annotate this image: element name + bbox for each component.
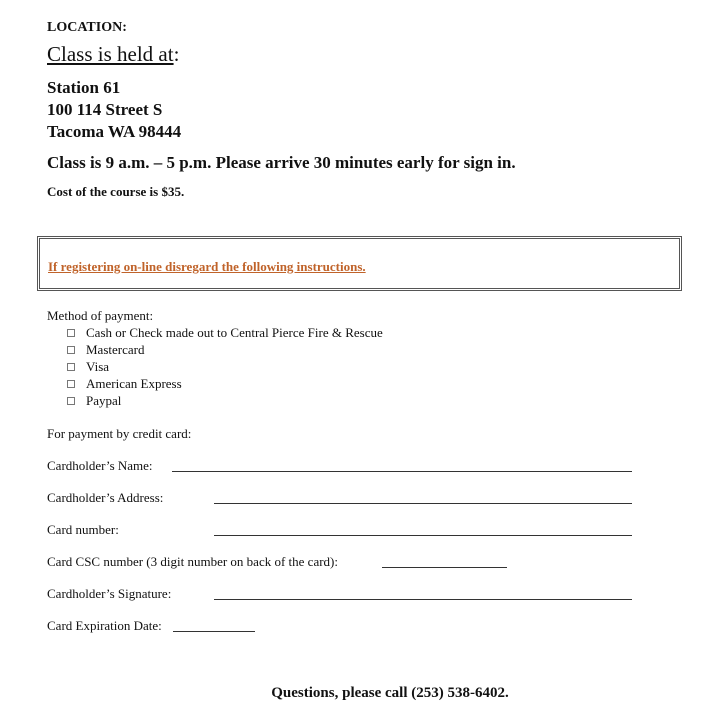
cardholder-address-field[interactable]	[214, 503, 632, 504]
payment-option-label: American Express	[86, 376, 182, 391]
location-label: LOCATION:	[47, 20, 127, 35]
payment-option-visa[interactable]	[67, 359, 109, 375]
address-line-city: Tacoma WA 98444	[47, 122, 182, 141]
card-expiration-label: Card Expiration Date:	[47, 618, 162, 633]
payment-option-label: Mastercard	[86, 342, 145, 357]
class-time-text: Class is 9 a.m. – 5 p.m. Please arrive 30 minutes early for sign in.	[47, 153, 516, 172]
cardholder-signature-label: Cardholder’s Signature:	[47, 586, 172, 601]
class-held-at-text: Class is held at	[47, 42, 174, 66]
class-held-at-colon: :	[173, 42, 180, 66]
payment-option-label: Paypal	[86, 393, 122, 408]
credit-card-label: For payment by credit card:	[47, 426, 192, 441]
payment-option-label: Cash or Check made out to Central Pierce Fire & Rescue	[86, 325, 383, 340]
card-csc-label: Card CSC number (3 digit number on back of the card):	[47, 554, 338, 569]
checkbox-icon[interactable]	[67, 397, 75, 405]
cardholder-address-label: Cardholder’s Address:	[47, 490, 164, 505]
payment-option-mastercard[interactable]	[67, 342, 144, 358]
questions-footer: Questions, please call (253) 538-6402.	[271, 685, 509, 701]
payment-method-label: Method of payment:	[47, 308, 154, 323]
online-registration-notice: If registering on-line disregard the following instructions.	[48, 259, 366, 274]
checkbox-icon[interactable]	[67, 346, 75, 354]
cardholder-signature-field[interactable]	[214, 599, 632, 600]
checkbox-icon[interactable]	[67, 363, 75, 371]
payment-option-cash-check[interactable]	[67, 325, 383, 341]
cardholder-name-field[interactable]	[172, 471, 632, 472]
checkbox-icon[interactable]	[67, 329, 75, 337]
card-number-field[interactable]	[214, 535, 632, 536]
payment-option-paypal[interactable]	[67, 393, 121, 409]
checkbox-icon[interactable]	[67, 380, 75, 388]
address-line-street: 100 114 Street S	[47, 100, 163, 119]
cardholder-name-label: Cardholder’s Name:	[47, 458, 153, 473]
address-line-station: Station 61	[47, 78, 121, 97]
online-registration-notice-box	[37, 236, 682, 291]
course-cost-text: Cost of the course is $35.	[47, 184, 185, 199]
card-csc-field[interactable]	[382, 567, 507, 568]
card-number-label: Card number:	[47, 522, 119, 537]
payment-option-american-express[interactable]	[67, 376, 182, 392]
card-expiration-field[interactable]	[173, 631, 255, 632]
class-held-at-heading	[47, 42, 179, 67]
payment-option-label: Visa	[86, 359, 110, 374]
